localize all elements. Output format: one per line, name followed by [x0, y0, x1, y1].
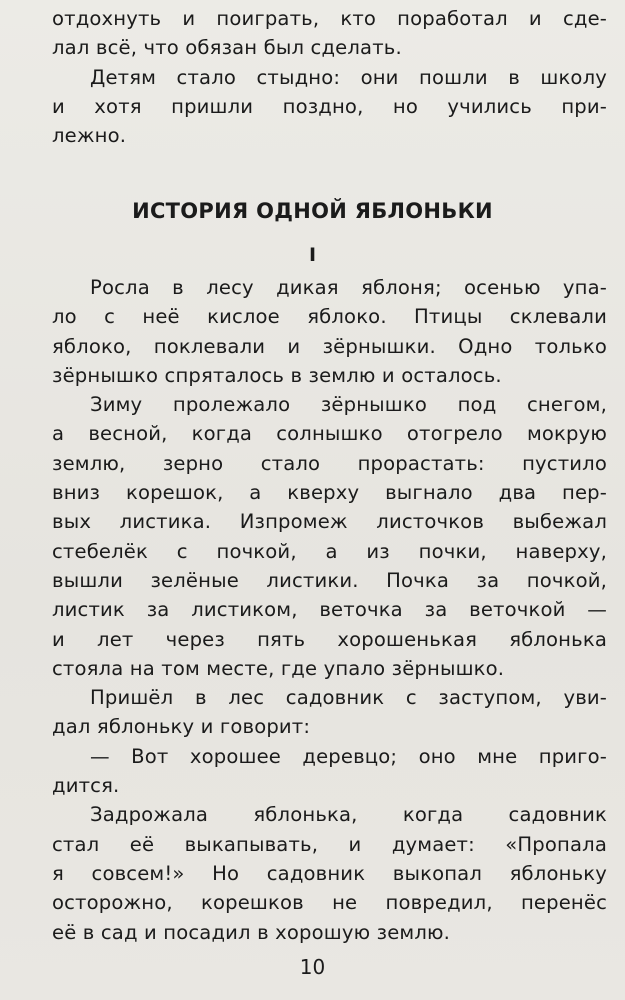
text-line: — Вот хорошее деревцо; оно мне приго- — [90, 744, 607, 768]
text-line: стояла на том месте, где упало зёрнышко. — [52, 656, 505, 680]
text-line: зёрнышко спряталось в землю и осталось. — [52, 363, 502, 387]
page-number: 10 — [299, 955, 326, 979]
text-line: отдохнуть и поиграть, кто поработал и сде- — [52, 7, 607, 30]
text-line: Росла в лесу дикая яблоня; осенью упа- — [90, 276, 607, 299]
previous-story-ending — [52, 4, 607, 150]
text-line: и хотя пришли поздно, но учились при- — [52, 94, 607, 118]
text-line: Пришёл в лес садовник с заступом, уви- — [90, 686, 607, 710]
text-line: Зиму пролежало зёрнышко под снегом, — [90, 393, 607, 417]
text-line: лал всё, что обязан был сделать. — [52, 36, 402, 60]
text-line: осторожно, корешков не повредил, перенёс — [52, 891, 607, 915]
text-line: стал её выкапывать, и думает: «Пропала — [52, 832, 607, 856]
text-line: вышли зелёные листики. Почка за почкой, — [52, 568, 607, 592]
text-line: Задрожала яблонька, когда садовник — [90, 803, 607, 827]
text-line: ло с неё кислое яблоко. Птицы склевали — [52, 305, 607, 329]
text-line: дится. — [52, 774, 120, 798]
chapter-number: I — [308, 244, 317, 266]
text-line: вых листика. Изпромеж листочков выбежал — [52, 510, 607, 534]
text-line: стебелёк с почкой, а из почки, наверху, — [52, 539, 607, 563]
text-line: я совсем!» Но садовник выкопал яблоньку — [52, 861, 607, 885]
text-line: лежно. — [52, 124, 127, 148]
text-line: а весной, когда солнышко отогрело мокрую — [52, 422, 607, 446]
text-line: её в сад и посадил в хорошую землю. — [52, 920, 451, 944]
text-line: листик за листиком, веточка за веточкой — — [52, 598, 607, 622]
text-line: вниз корешок, а кверху выгнало два пер- — [52, 481, 607, 505]
text-line: дал яблоньку и говорит: — [52, 715, 311, 739]
story-title: ИСТОРИЯ ОДНОЙ ЯБЛОНЬКИ — [132, 199, 493, 223]
text-line: землю, зерно стало прорастать: пустило — [52, 451, 607, 475]
story-text — [52, 273, 607, 947]
text-line: яблоко, поклевали и зёрнышки. Одно только — [52, 334, 607, 358]
text-line: и лет через пять хорошенькая яблонька — [52, 627, 607, 651]
text-line: Детям стало стыдно: они пошли в школу — [90, 65, 607, 89]
